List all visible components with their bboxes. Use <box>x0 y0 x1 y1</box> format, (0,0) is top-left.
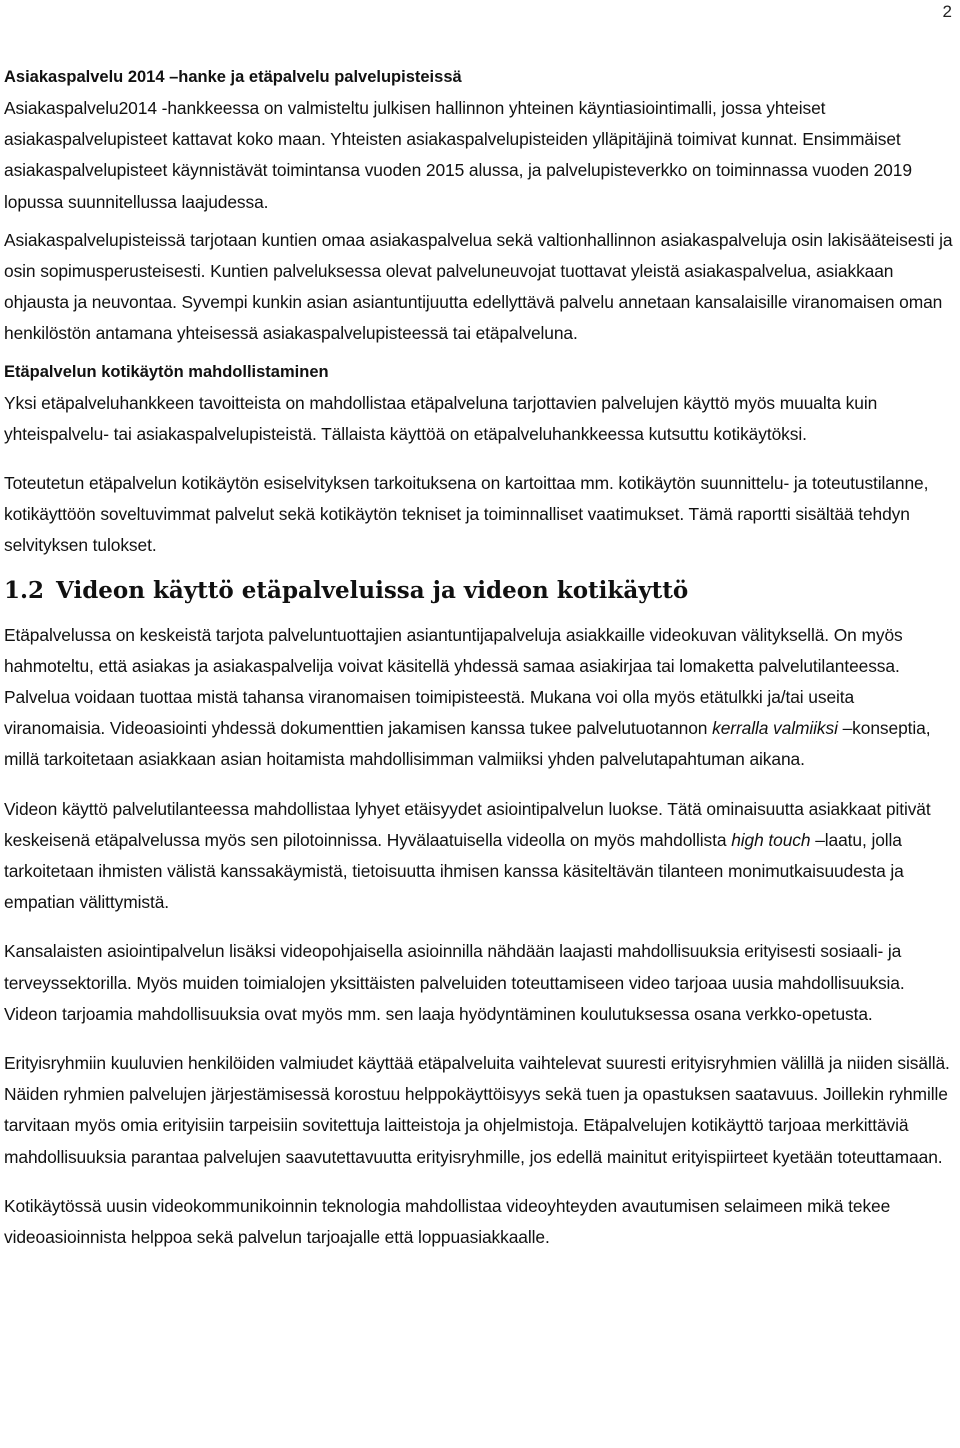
paragraph <box>4 794 954 919</box>
section-heading-kotikaytto: Etäpalvelun kotikäytön mahdollistaminen <box>4 362 329 381</box>
paragraph: Kansalaisten asiointipalvelun lisäksi videopohjaisella asioinnilla nähdään laajasti mahdollisuuksia erityisesti sosiaali- ja terveyssektorilla. Myös muiden toimialojen yksittäisten palveluiden toteuttamiseen video tarjoaa uusia mahdollisuuksia. Videon tarjoamia mahdollisuuksia ovat myös mm. sen laaja hyödyntäminen koulutuksessa osana verkko-opetusta. <box>4 941 905 1024</box>
paragraph: Kotikäytössä uusin videokommunikoinnin teknologia mahdollistaa videoyhteyden avautumisen selaimeen mikä tekee videoasioinnista helppoa sekä palvelun tarjoajalle että loppuasiakkaalle. <box>4 1195 891 1248</box>
paragraph-text: –konseptia, millä tarkoitetaan asiakkaan asian hoitamista mahdollisimman valmiiksi yhden palvelutapahtuman aikana. <box>4 718 931 770</box>
paragraph: Toteutetun etäpalvelun kotikäytön esiselvityksen tarkoituksena on kartoittaa mm. kotikäytön suunnittelu- ja toteutustilanne, kotikäyttöön soveltuvimmat palvelut sekä kotikäytön tekniset ja toiminnalliset vaatimukset. Tämä raportti sisältää tehdyn selvityksen tulokset. <box>4 473 929 556</box>
paragraph-text: –laatu, jolla tarkoitetaan ihmisten välistä kanssakäymistä, tietoisuutta ihmisen kanssa käsiteltävän tilanteen monimutkaisuudesta ja empatian välittymistä. <box>4 829 904 913</box>
chapter-title: Videon käyttö etäpalveluissa ja videon kotikäyttö <box>56 576 689 604</box>
paragraph: Asiakaspalvelu2014 -hankkeessa on valmisteltu julkisen hallinnon yhteinen käyntiasiointimalli, jossa yhteiset asiakaspalvelupisteet kattavat koko maan. Yhteisten asiakaspalvelupisteiden ylläpitäjinä toimivat kunnat. Ensimmäiset asiakaspalvelupisteet käynnistävät toimintansa vuoden 2015 alussa, ja palvelupisteverkko on toiminnassa vuoden 2019 lopussa suunnitellussa laajudessa. <box>4 98 912 212</box>
page-content <box>4 62 954 1253</box>
paragraph-text: Etäpalvelussa on keskeistä tarjota palveluntuottajien asiantuntijapalveluja asiakkaille videokuvan välityksellä. On myös hahmoteltu, että asiakas ja asiakaspalvelija voivat käsitellä yhdessä samaa asiakirjaa tai lomaketta palvelutilanteessa. Palvelua voidaan tuottaa mistä tahansa viranomaisen toimipisteestä. Mukana voi olla myös etätulkki ja/tai useita viranomaisia. Videoasiointi yhdessä dokumenttien jakamisen kanssa tukee palvelutuotannon <box>4 624 903 739</box>
emphasis-text: high touch <box>731 829 811 850</box>
chapter-number: 1.2 <box>4 576 45 604</box>
page-number: 2 <box>942 2 952 21</box>
paragraph: Yksi etäpalveluhankkeen tavoitteista on mahdollistaa etäpalveluna tarjottavien palvelujen käyttö myös muualta kuin yhteispalvelu- tai asiakaspalvelupisteistä. Tällaista käyttöä on etäpalveluhankkeessa kutsuttu kotikäytöksi. <box>4 392 878 444</box>
emphasis-text: kerralla valmiiksi <box>712 718 838 739</box>
paragraph-text: Videon käyttö palvelutilanteessa mahdollistaa lyhyet etäisyydet asiointipalvelun luokse. Tätä ominaisuutta asiakkaat pitivät keskeisenä etäpalvelussa myös sen pilotoinnissa. Hyvälaatuisella videolla on myös mahdollista <box>4 798 931 850</box>
section-heading-asiakaspalvelu: Asiakaspalvelu 2014 –hanke ja etäpalvelu palvelupisteissä <box>4 68 462 86</box>
paragraph: Asiakaspalvelupisteissä tarjotaan kuntien omaa asiakaspalvelua sekä valtionhallinnon asiakaspalveluja osin lakisääteisesti ja osin sopimusperusteisesti. Kuntien palveluksessa olevat palveluneuvojat tuottavat yleistä asiakaspalvelua, asiakkaan ohjausta ja neuvontaa. Syvempi kunkin asian asiantuntijuutta edellyttävä palvelu annetaan kansalaisille viranomaisen oman henkilöstön antamana yhteisessä asiakaspalvelupisteessä tai etäpalveluna. <box>4 229 953 344</box>
paragraph: Erityisryhmiin kuuluvien henkilöiden valmiudet käyttää etäpalveluita vaihtelevat suuresti erityisryhmien välillä ja niiden sisällä. Näiden ryhmien palvelujen järjestämisessä korostuu helppokäyttöisyys sekä tuen ja opastuksen saatavuus. Joillekin ryhmille tarvitaan myös omia erityisiin tarpeisiin sovitettuja laitteistoja ja ohjelmistoja. Etäpalvelujen kotikäyttö tarjoaa merkittäviä mahdollisuuksia parantaa palvelujen saavutettavuutta erityisryhmille, jos edellä mainitut erityispiirteet kyetään toteuttamaan. <box>4 1053 950 1167</box>
chapter-heading <box>4 576 954 606</box>
paragraph <box>4 620 954 776</box>
